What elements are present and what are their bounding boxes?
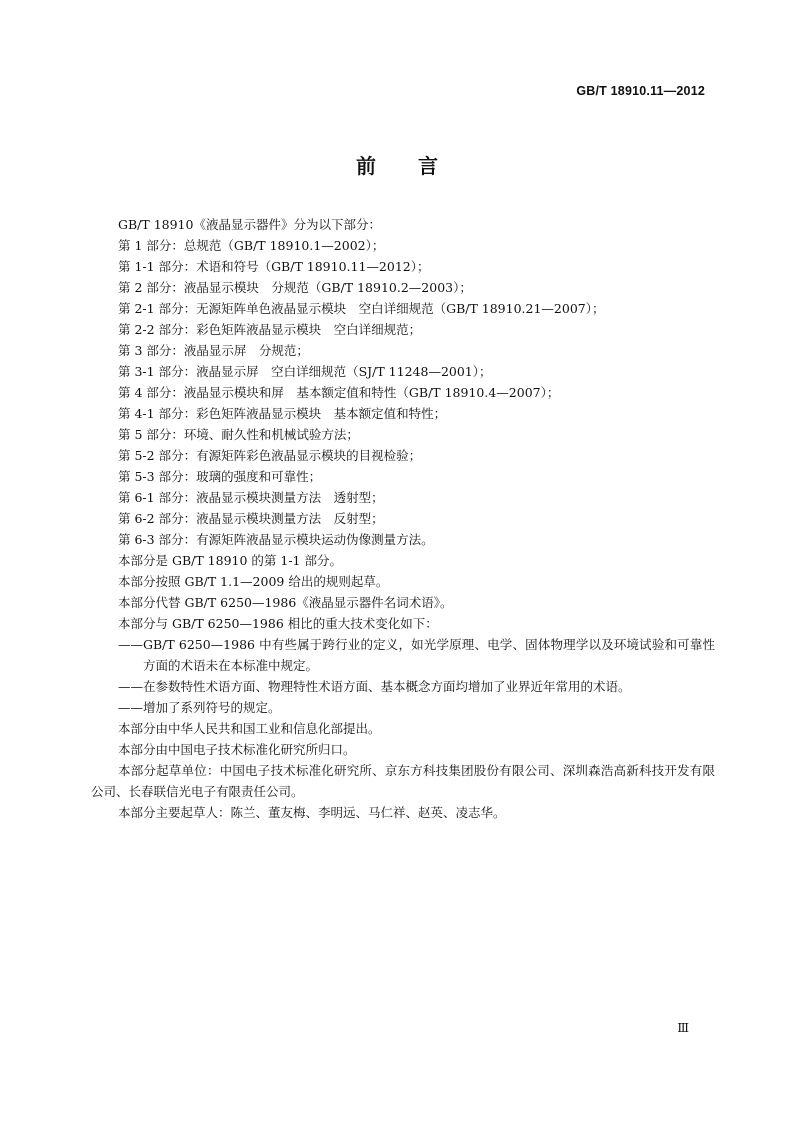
statement-paragraph: 本部分是 GB/T 18910 的第 1-1 部分。 — [118, 553, 342, 568]
statement-paragraph: 本部分按照 GB/T 1.1—2009 给出的规则起草。 — [118, 574, 389, 589]
change-text: GB/T 6250—1986 中有些属于跨行业的定义，如光学原理、电学、固体物理学以及环境试验和可靠性方面的术语未在本标准中规定。 — [143, 637, 715, 673]
part-item: 第 1-1 部分：术语和符号（GB/T 18910.11—2012）； — [118, 259, 430, 274]
change-item — [91, 697, 715, 718]
page-number: Ⅲ — [677, 1021, 689, 1035]
drafters-paragraph: 本部分主要起草人：陈兰、董友梅、李明远、马仁祥、赵英、凌志华。 — [118, 805, 506, 820]
drafting-units-paragraph: 本部分起草单位：中国电子技术标准化研究所、京东方科技集团股份有限公司、深圳森浩高新科技开发有限公司、长春联信光电子有限责任公司。 — [91, 763, 715, 799]
change-item — [91, 676, 715, 697]
part-item: 第 6-2 部分：液晶显示模块测量方法 反射型； — [118, 511, 384, 526]
change-text: 在参数特性术语方面、物理特性术语方面、基本概念方面均增加了业界近年常用的术语。 — [143, 679, 631, 694]
part-item: 第 3-1 部分：液晶显示屏 空白详细规范（SJ/T 11248—2001）； — [118, 364, 492, 379]
part-item: 第 5 部分：环境、耐久性和机械试验方法； — [118, 427, 359, 442]
standard-code: GB/T 18910.11—2012 — [576, 84, 705, 98]
dash-mark: —— — [118, 637, 143, 652]
centralized-paragraph: 本部分由中国电子技术标准化研究所归口。 — [118, 742, 356, 757]
dash-mark: —— — [118, 679, 143, 694]
foreword-body — [91, 214, 715, 823]
part-item: 第 5-3 部分：玻璃的强度和可靠性； — [118, 469, 322, 484]
change-item — [91, 634, 715, 676]
part-item: 第 3 部分：液晶显示屏 分规范； — [118, 343, 309, 358]
part-item: 第 1 部分：总规范（GB/T 18910.1—2002）； — [118, 238, 385, 253]
page-title: 前言 — [356, 154, 480, 178]
statement-paragraph: 本部分与 GB/T 6250—1986 相比的重大技术变化如下： — [118, 616, 438, 631]
part-item: 第 5-2 部分：有源矩阵彩色液晶显示模块的目视检验； — [118, 448, 422, 463]
change-text: 增加了系列符号的规定。 — [143, 700, 281, 715]
part-item: 第 2 部分：液晶显示模块 分规范（GB/T 18910.2—2003）； — [118, 280, 472, 295]
part-item: 第 2-2 部分：彩色矩阵液晶显示模块 空白详细规范； — [118, 322, 422, 337]
dash-mark: —— — [118, 700, 143, 715]
intro-paragraph: GB/T 18910《液晶显示器件》分为以下部分： — [118, 217, 381, 232]
proposer-paragraph: 本部分由中华人民共和国工业和信息化部提出。 — [118, 721, 381, 736]
part-item: 第 4 部分：液晶显示模块和屏 基本额定值和特性（GB/T 18910.4—2007）； — [118, 385, 560, 400]
statement-paragraph: 本部分代替 GB/T 6250—1986《液晶显示器件名词术语》。 — [118, 595, 453, 610]
part-item: 第 6-1 部分：液晶显示模块测量方法 透射型； — [118, 490, 384, 505]
part-item: 第 4-1 部分：彩色矩阵液晶显示模块 基本额定值和特性； — [118, 406, 447, 421]
part-item: 第 2-1 部分：无源矩阵单色液晶显示模块 空白详细规范（GB/T 18910.21—2007）； — [118, 301, 605, 316]
part-item: 第 6-3 部分：有源矩阵液晶显示模块运动伪像测量方法。 — [118, 532, 434, 547]
